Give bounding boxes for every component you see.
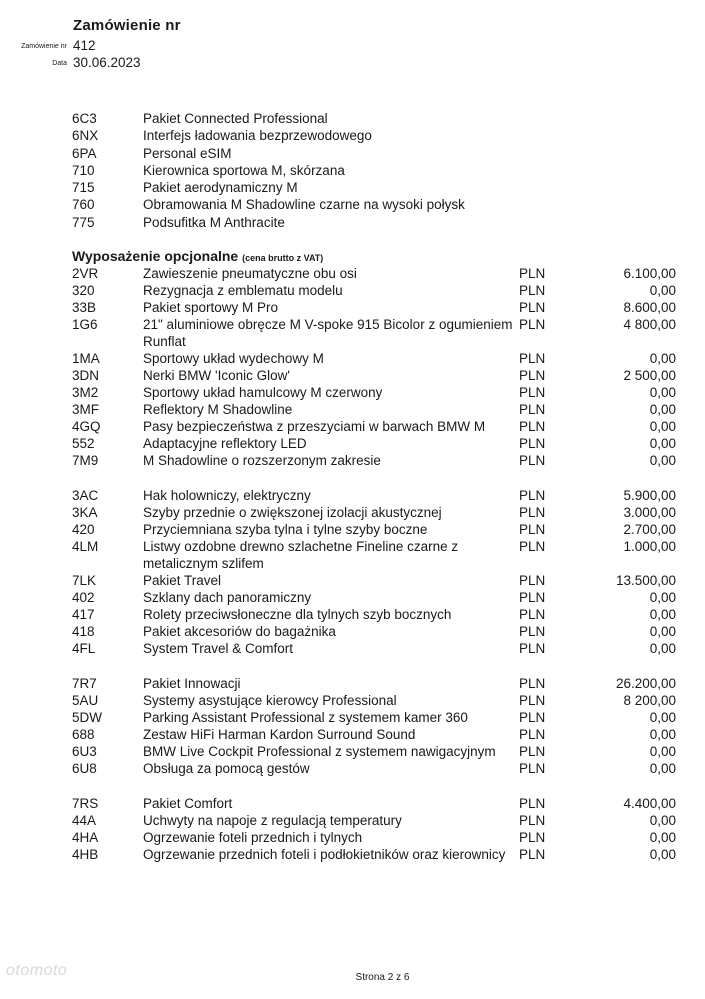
option-code: 402 [72, 590, 95, 605]
option-currency: PLN [519, 266, 546, 281]
table-row [72, 299, 682, 316]
table-row [72, 692, 682, 709]
option-code: 3KA [72, 505, 98, 520]
option-currency: PLN [519, 300, 546, 315]
item-description: Interfejs ładowania bezprzewodowego [143, 128, 372, 144]
option-code: 418 [72, 624, 95, 639]
option-price: 1.000,00 [623, 539, 676, 554]
option-description: Sportowy układ wydechowy M [143, 351, 324, 366]
table-row [72, 846, 682, 863]
option-price: 13.500,00 [615, 573, 676, 588]
option-price: 6.100,00 [623, 266, 676, 281]
option-description: Pakiet akcesoriów do bagażnika [143, 624, 336, 639]
option-description: Szyby przednie o zwiększonej izolacji akustycznej [143, 505, 442, 520]
table-row [72, 265, 682, 282]
date-row [0, 55, 160, 73]
table-row [72, 504, 682, 521]
document-title: Zamówienie nr [73, 17, 181, 34]
option-price: 0,00 [649, 761, 676, 776]
option-currency: PLN [519, 727, 546, 742]
option-code: 3DN [72, 368, 100, 383]
option-description: Reflektory M Shadowline [143, 402, 293, 417]
option-price: 0,00 [649, 590, 676, 605]
option-code: 2VR [72, 266, 99, 281]
table-row [72, 743, 682, 760]
option-code: 7R7 [72, 676, 97, 691]
option-description: M Shadowline o rozszerzonym zakresie [143, 453, 381, 468]
option-code: 320 [72, 283, 95, 298]
option-code: 5DW [72, 710, 102, 725]
option-price: 0,00 [649, 351, 676, 366]
option-code: 4LM [72, 539, 99, 554]
item-description: Personal eSIM [143, 145, 232, 161]
table-row [72, 316, 682, 350]
option-description: Ogrzewanie foteli przednich i tylnych [143, 830, 363, 845]
option-currency: PLN [519, 453, 546, 468]
option-currency: PLN [519, 573, 546, 588]
option-price: 0,00 [649, 813, 676, 828]
option-price: 0,00 [649, 710, 676, 725]
option-currency: PLN [519, 744, 546, 759]
option-currency: PLN [519, 693, 546, 708]
option-currency: PLN [519, 317, 546, 332]
option-currency: PLN [519, 436, 546, 451]
option-description: Przyciemniana szyba tylna i tylne szyby boczne [143, 522, 428, 537]
item-code: 6PA [72, 145, 97, 161]
item-code: 775 [72, 214, 95, 230]
item-code: 710 [72, 162, 95, 178]
table-row [72, 623, 682, 640]
table-row [72, 675, 682, 692]
table-row [72, 521, 682, 538]
table-row [72, 709, 682, 726]
option-price: 0,00 [649, 641, 676, 656]
table-row [72, 829, 682, 846]
table-row [72, 418, 682, 435]
option-code: 4HB [72, 847, 99, 862]
option-price: 0,00 [649, 744, 676, 759]
table-row [72, 487, 682, 504]
option-price: 0,00 [649, 436, 676, 451]
option-code: 688 [72, 727, 95, 742]
option-description: Hak holowniczy, elektryczny [143, 488, 311, 503]
option-description: Adaptacyjne reflektory LED [143, 436, 307, 451]
option-price: 0,00 [649, 830, 676, 845]
option-price: 0,00 [649, 453, 676, 468]
option-description: Szklany dach panoramiczny [143, 590, 312, 605]
option-price: 4.400,00 [623, 796, 676, 811]
option-price: 3.000,00 [623, 505, 676, 520]
option-description: Sportowy układ hamulcowy M czerwony [143, 385, 383, 400]
option-price: 0,00 [649, 402, 676, 417]
option-description: Pakiet Travel [143, 573, 222, 588]
option-code: 1MA [72, 351, 100, 366]
optional-equipment-heading: Wyposażenie opcjonalne [72, 248, 239, 264]
option-code: 4GQ [72, 419, 101, 434]
option-currency: PLN [519, 847, 546, 862]
option-currency: PLN [519, 402, 546, 417]
option-price: 8.600,00 [623, 300, 676, 315]
option-code: 7M9 [72, 453, 99, 468]
option-currency: PLN [519, 590, 546, 605]
option-description: 21" aluminiowe obręcze M V-spoke 915 Bicolor z ogumieniem Runflat [143, 317, 513, 349]
option-currency: PLN [519, 796, 546, 811]
option-code: 417 [72, 607, 95, 622]
item-description: Pakiet aerodynamiczny M [143, 180, 298, 196]
option-code: 7LK [72, 573, 97, 588]
item-description: Podsufitka M Anthracite [143, 214, 285, 230]
date-value: 30.06.2023 [73, 55, 141, 70]
group-spacer [72, 657, 682, 675]
option-currency: PLN [519, 539, 546, 554]
option-description: Zawieszenie pneumatyczne obu osi [143, 266, 357, 281]
table-row [72, 572, 682, 589]
option-description: Pakiet sportowy M Pro [143, 300, 279, 315]
table-row [72, 760, 682, 777]
table-row [72, 367, 682, 384]
option-currency: PLN [519, 351, 546, 366]
watermark: otomoto [6, 962, 68, 979]
option-price: 26.200,00 [615, 676, 676, 691]
option-description: Obsługa za pomocą gestów [143, 761, 310, 776]
option-code: 552 [72, 436, 95, 451]
option-price: 0,00 [649, 847, 676, 862]
order-number-label: Zamówienie nr [21, 43, 67, 50]
option-currency: PLN [519, 641, 546, 656]
option-price: 8 200,00 [623, 693, 676, 708]
option-price: 0,00 [649, 607, 676, 622]
option-description: Rezygnacja z emblematu modelu [143, 283, 343, 298]
optional-equipment-title [72, 248, 323, 264]
group-spacer [72, 777, 682, 795]
option-currency: PLN [519, 624, 546, 639]
option-code: 5AU [72, 693, 99, 708]
option-description: Pakiet Innowacji [143, 676, 241, 691]
table-row [72, 640, 682, 657]
table-row [72, 452, 682, 469]
group-spacer [72, 469, 682, 487]
option-code: 6U3 [72, 744, 97, 759]
option-price: 2 500,00 [623, 368, 676, 383]
option-price: 4 800,00 [623, 317, 676, 332]
order-number-value: 412 [73, 38, 96, 53]
item-code: 715 [72, 180, 95, 196]
option-price: 0,00 [649, 283, 676, 298]
option-currency: PLN [519, 368, 546, 383]
option-currency: PLN [519, 830, 546, 845]
table-row [72, 384, 682, 401]
option-currency: PLN [519, 607, 546, 622]
option-code: 3M2 [72, 385, 99, 400]
date-label: Data [52, 60, 67, 67]
option-description: Pakiet Comfort [143, 796, 233, 811]
option-currency: PLN [519, 419, 546, 434]
option-description: Pasy bezpieczeństwa z przeszyciami w barwach BMW M [143, 419, 486, 434]
option-currency: PLN [519, 761, 546, 776]
option-description: Listwy ozdobne drewno szlachetne Fineline czarne z metalicznym szlifem [143, 539, 459, 571]
table-row [72, 726, 682, 743]
option-price: 0,00 [649, 624, 676, 639]
table-row [72, 589, 682, 606]
option-price: 0,00 [649, 385, 676, 400]
option-currency: PLN [519, 710, 546, 725]
option-price: 0,00 [649, 727, 676, 742]
option-description: Ogrzewanie przednich foteli i podłokietników oraz kierownicy [143, 847, 506, 862]
item-description: Pakiet Connected Professional [143, 111, 328, 126]
option-code: 1G6 [72, 317, 98, 332]
option-description: Parking Assistant Professional z systemem kamer 360 [143, 710, 468, 725]
option-currency: PLN [519, 813, 546, 828]
table-row [72, 350, 682, 367]
option-currency: PLN [519, 488, 546, 503]
optional-equipment-table [72, 265, 682, 863]
option-description: Systemy asystujące kierowcy Professional [143, 693, 397, 708]
option-description: Uchwyty na napoje z regulacją temperatury [143, 813, 402, 828]
table-row [72, 401, 682, 418]
item-code: 6NX [72, 128, 99, 144]
item-description: Kierownica sportowa M, skórzana [143, 162, 345, 178]
option-description: Nerki BMW 'Iconic Glow' [143, 368, 290, 383]
option-currency: PLN [519, 505, 546, 520]
option-code: 3AC [72, 488, 99, 503]
option-currency: PLN [519, 385, 546, 400]
item-description: Obramowania M Shadowline czarne na wysoki połysk [143, 197, 465, 213]
option-code: 4HA [72, 830, 99, 845]
optional-equipment-subtitle: (cena brutto z VAT) [242, 253, 324, 263]
option-price: 0,00 [649, 419, 676, 434]
option-currency: PLN [519, 283, 546, 298]
option-currency: PLN [519, 522, 546, 537]
table-row [72, 282, 682, 299]
option-description: BMW Live Cockpit Professional z systemem nawigacyjnym [143, 744, 496, 759]
option-price: 5.900,00 [623, 488, 676, 503]
option-currency: PLN [519, 676, 546, 691]
table-row [72, 538, 682, 572]
option-description: Rolety przeciwsłoneczne dla tylnych szyb bocznych [143, 607, 452, 622]
option-description: System Travel & Comfort [143, 641, 294, 656]
option-code: 6U8 [72, 761, 97, 776]
option-code: 33B [72, 300, 97, 315]
option-description: Zestaw HiFi Harman Kardon Surround Sound [143, 727, 416, 742]
table-row [72, 606, 682, 623]
option-code: 44A [72, 813, 97, 828]
option-code: 420 [72, 522, 95, 537]
item-code: 760 [72, 197, 95, 213]
order-number-row [0, 38, 160, 56]
option-code: 7RS [72, 796, 99, 811]
item-code: 6C3 [72, 111, 97, 126]
table-row [72, 812, 682, 829]
table-row [72, 795, 682, 812]
table-row [72, 435, 682, 452]
option-price: 2.700,00 [623, 522, 676, 537]
option-code: 3MF [72, 402, 99, 417]
page-number: Strona 2 z 6 [355, 972, 410, 983]
option-code: 4FL [72, 641, 96, 656]
